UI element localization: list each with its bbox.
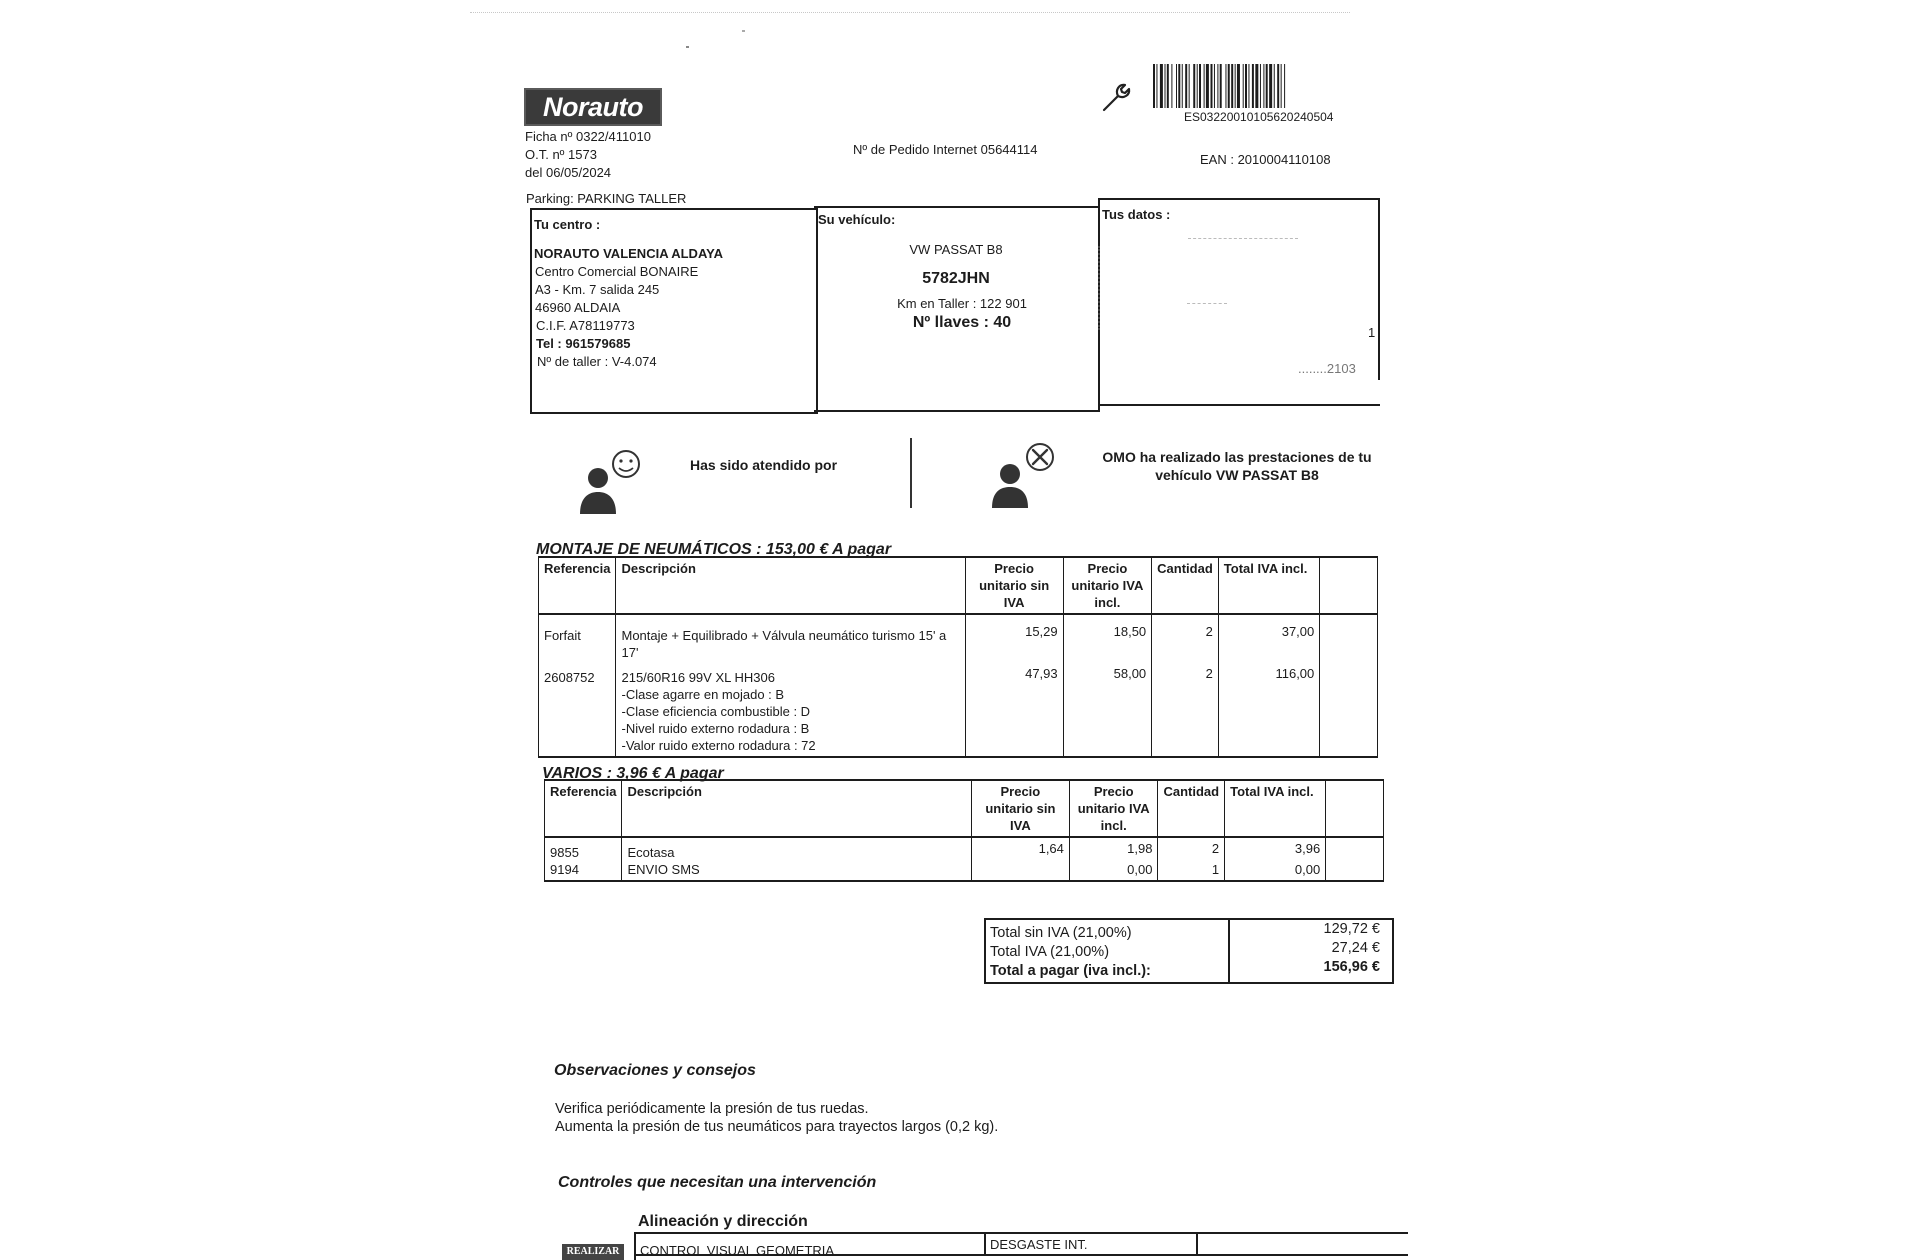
col-descripcion: Descripción [616,557,965,614]
ficha-number: Ficha nº 0322/411010 [525,129,651,144]
row-pu-con: 1,98 [1069,837,1158,861]
mechanic-person-icon [984,440,1060,510]
table-row [539,614,1378,663]
vehiculo-heading: Su vehículo: [818,212,896,227]
centro-address-3: 46960 ALDAIA [535,300,621,315]
observacion-line-1: Verifica periódicamente la presión de tus ruedas. [555,1101,869,1117]
row-pu-sin: 1,64 [971,837,1069,861]
total-iva-label: Total IVA (21,00%) [990,944,1110,960]
col-descripcion: Descripción [622,780,971,837]
table-row [545,837,1384,861]
centro-heading: Tu centro : [534,217,601,232]
col-precio-iva-incl: Precio unitario IVA incl. [1069,780,1158,837]
tyre-spec: 215/60R16 99V XL HH306 [621,670,775,685]
col-total: Total IVA incl. [1225,780,1326,837]
col-precio-sin-iva: Precio unitario sin IVA [971,780,1069,837]
col-total: Total IVA incl. [1218,557,1319,614]
ot-number: O.T. nº 1573 [525,147,597,162]
row-ref: 9194 [545,861,622,881]
order-date: del 06/05/2024 [525,165,612,180]
col-empty [1326,780,1384,837]
tyre-noise-value: -Valor ruido externo rodadura : 72 [621,738,816,753]
internet-order-number: Nº de Pedido Internet 05644114 [853,142,1038,157]
row-desc [616,663,965,757]
col-empty [1320,557,1378,614]
realizar-badge: REALIZAR [562,1244,624,1260]
row-pu-sin: 15,29 [965,614,1063,663]
centro-address-1: Centro Comercial BONAIRE [535,264,699,279]
datos-box-redaction [1100,380,1384,404]
row-cant: 2 [1158,837,1225,861]
montaje-title: MONTAJE DE NEUMÁTICOS : 153,00 € A pagar [536,541,892,558]
controles-bottom-line [634,1254,1408,1256]
row-cant: 2 [1152,614,1219,663]
col-referencia: Referencia [539,557,616,614]
controles-subtitle: Alineación y dirección [638,1213,808,1230]
vehicle-model: VW PASSAT B8 [909,242,1003,257]
total-sin-iva-label: Total sin IVA (21,00%) [990,925,1132,941]
tyre-noise-class: -Nivel ruido externo rodadura : B [621,721,810,736]
row-ref: Forfait [539,614,616,663]
centro-address-2: A3 - Km. 7 salida 245 [535,282,660,297]
row-total: 37,00 [1218,614,1319,663]
row-pu-sin: 47,93 [965,663,1063,757]
row-total: 3,96 [1225,837,1326,861]
barcode [1153,64,1379,108]
row-ref: 9855 [545,837,622,861]
controles-col-line [984,1232,986,1254]
scan-speck [742,30,745,32]
barcode-number: ES03220010105620240504 [1184,110,1334,124]
varios-table [544,779,1384,882]
redacted-address [1187,303,1227,304]
redacted-name [1188,238,1298,239]
row-pu-sin [971,861,1069,881]
row-desc: Montaje + Equilibrado + Válvula neumático turismo 15' a 17' [616,614,965,663]
scan-edge-line [470,12,1350,13]
table-row [545,861,1384,881]
scan-speck [686,46,689,48]
atendido-por-text: Has sido atendido por [690,457,838,473]
row-total: 116,00 [1218,663,1319,757]
centro-phone: Tel : 961579685 [536,336,631,351]
row-ref: 2608752 [539,663,616,757]
col-precio-iva-incl: Precio unitario IVA incl. [1063,557,1152,614]
total-iva-value: 27,24 € [1331,940,1380,956]
controles-col-line [1196,1232,1198,1254]
totals-divider [1228,918,1230,982]
total-sin-iva-value: 129,72 € [1323,921,1380,937]
observaciones-title: Observaciones y consejos [554,1062,756,1079]
row-desc: Ecotasa [622,837,971,861]
row-pu-con: 0,00 [1069,861,1158,881]
wrench-icon [1100,80,1134,114]
centro-name: NORAUTO VALENCIA ALDAYA [534,246,724,261]
keys-number: Nº llaves : 40 [912,314,1012,331]
col-cantidad: Cantidad [1152,557,1219,614]
varios-title: VARIOS : 3,96 € A pagar [542,765,724,782]
datos-edge-marks [1098,246,1101,330]
observacion-line-2: Aumenta la presión de tus neumáticos para trayectos largos (0,2 kg). [555,1119,999,1135]
ean-code: EAN : 2010004110108 [1200,152,1331,167]
datos-heading: Tus datos : [1102,207,1171,222]
service-divider [910,438,912,508]
total-a-pagar-value: 156,96 € [1323,959,1380,975]
vehicle-km: Km en Taller : 122 901 [897,296,1027,311]
datos-partial-code: ........2103 [1298,361,1356,376]
col-precio-sin-iva: Precio unitario sin IVA [965,557,1063,614]
control-status: DESGASTE INT. [990,1237,1088,1252]
col-referencia: Referencia [545,780,622,837]
tyre-wet-grip: -Clase agarre en mojado : B [621,687,785,702]
row-pu-con: 18,50 [1063,614,1152,663]
license-plate: 5782JHN [922,270,990,287]
centro-cif: C.I.F. A78119773 [536,318,635,333]
datos-tail-mark: 1 [1368,325,1376,340]
centro-taller-number: Nº de taller : V-4.074 [537,354,657,369]
row-total: 0,00 [1225,861,1326,881]
row-pu-con: 58,00 [1063,663,1152,757]
row-cant: 1 [1158,861,1225,881]
control-item: CONTROL VISUAL GEOMETRIA [640,1243,835,1258]
norauto-logo: Norauto [524,88,662,126]
controles-top-line [634,1232,1408,1234]
prestaciones-text: OMO ha realizado las prestaciones de tu vehículo VW PASSAT B8 [1102,449,1372,483]
advisor-person-icon [574,448,646,516]
tyre-fuel-class: -Clase eficiencia combustible : D [621,704,811,719]
total-a-pagar-label: Total a pagar (iva incl.): [990,963,1151,979]
table-row [539,663,1378,757]
parking-info: Parking: PARKING TALLER [526,191,687,206]
row-cant: 2 [1152,663,1219,757]
montaje-table [538,556,1378,758]
controles-title: Controles que necesitan una intervención [558,1174,877,1191]
row-desc: ENVIO SMS [622,861,971,881]
col-cantidad: Cantidad [1158,780,1225,837]
